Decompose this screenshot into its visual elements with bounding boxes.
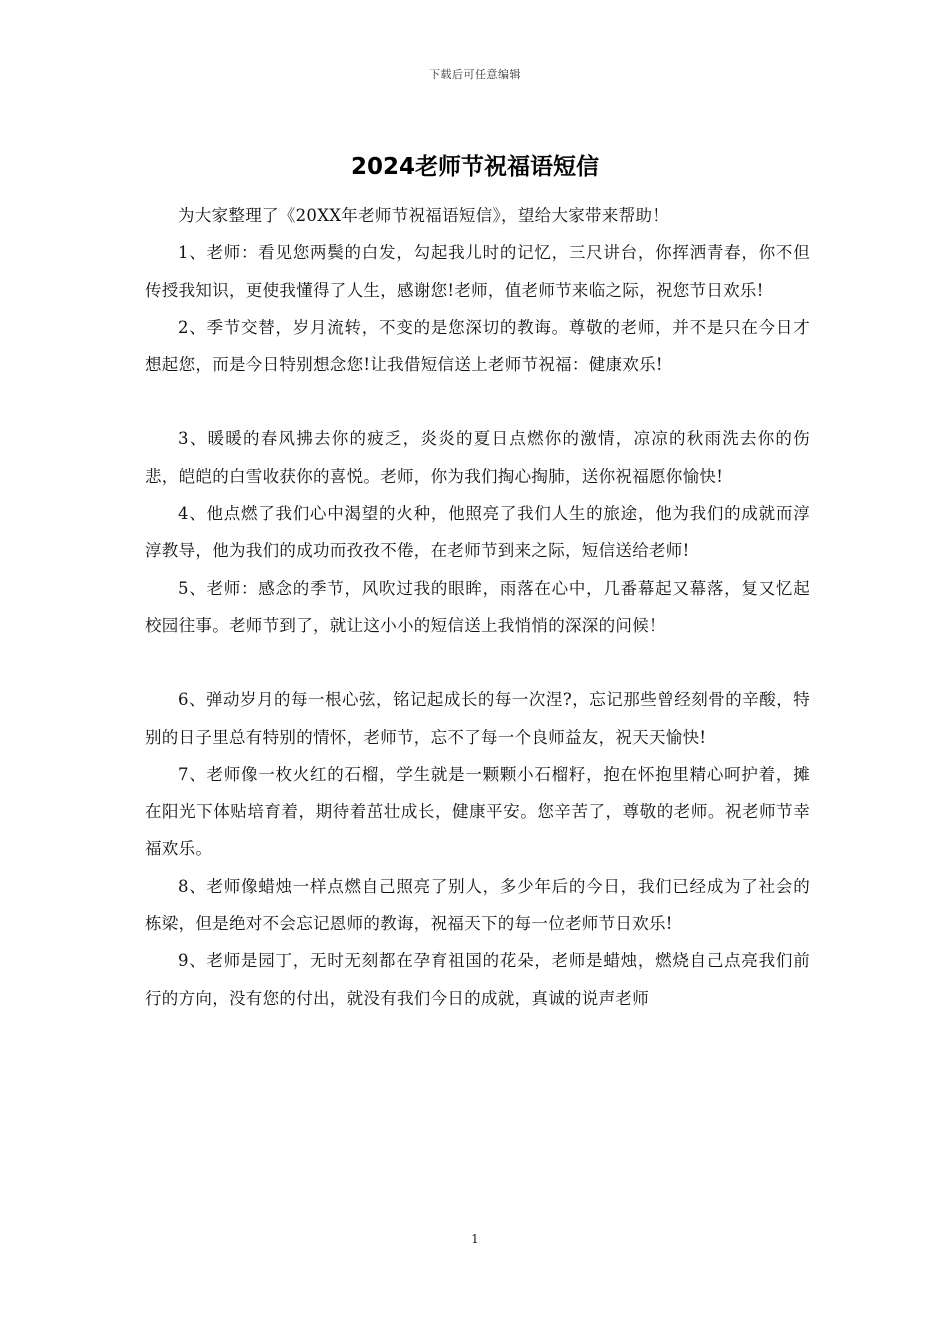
paragraph-3: 3、暖暖的春风拂去你的疲乏，炎炎的夏日点燃你的激情，凉凉的秋雨洗去你的伤悲，皑皑的白雪收获你的喜悦。老师，你为我们掏心掏肺，送你祝福愿你愉快! bbox=[145, 429, 810, 486]
intro-paragraph: 为大家整理了《20XX年老师节祝福语短信》，望给大家带来帮助！ bbox=[178, 206, 670, 225]
paragraph-4: 4、他点燃了我们心中渴望的火种，他照亮了我们人生的旅途，他为我们的成就而淳淳教导，他为我们的成功而孜孜不倦，在老师节到来之际，短信送给老师! bbox=[145, 504, 810, 561]
document-title: 2024老师节祝福语短信 bbox=[350, 154, 599, 180]
paragraph-1: 1、老师：看见您两鬓的白发，勾起我儿时的记忆，三尺讲台，你挥洒青春，你不但传授我知识，更使我懂得了人生，感谢您!老师，值老师节来临之际，祝您节日欢乐! bbox=[145, 243, 810, 300]
paragraph-5: 5、老师：感念的季节，风吹过我的眼眸，雨落在心中，几番幕起又幕落，复又忆起校园往事。老师节到了，就让这小小的短信送上我悄悄的深深的问候！ bbox=[145, 578, 810, 635]
paragraph-7: 7、老师像一枚火红的石榴，学生就是一颗颗小石榴籽，抱在怀抱里精心呵护着，摊在阳光下体贴培育着，期待着茁壮成长，健康平安。您辛苦了，尊敬的老师。祝老师节幸福欢乐。 bbox=[145, 764, 810, 859]
document-body bbox=[145, 197, 810, 1017]
page-number: 1 bbox=[471, 1232, 479, 1246]
paragraph-9: 9、老师是园丁，无时无刻都在孕育祖国的花朵，老师是蜡烛，燃烧自己点亮我们前行的方向，没有您的付出，就没有我们今日的成就，真诚的说声老师 bbox=[145, 951, 810, 1008]
header-note: 下载后可任意编辑 bbox=[429, 68, 521, 81]
paragraph-8: 8、老师像蜡烛一样点燃自己照亮了别人，多少年后的今日，我们已经成为了社会的栋梁，但是绝对不会忘记恩师的教诲，祝福天下的每一位老师节日欢乐! bbox=[145, 876, 810, 934]
paragraph-6: 6、弹动岁月的每一根心弦，铭记起成长的每一次涅?，忘记那些曾经刻骨的辛酸，特别的日子里总有特别的情怀，老师节，忘不了每一个良师益友，祝天天愉快! bbox=[145, 690, 810, 747]
paragraph-2: 2、季节交替，岁月流转，不变的是您深切的教诲。尊敬的老师，并不是只在今日才想起您，而是今日特别想念您!让我借短信送上老师节祝福：健康欢乐! bbox=[145, 317, 810, 375]
